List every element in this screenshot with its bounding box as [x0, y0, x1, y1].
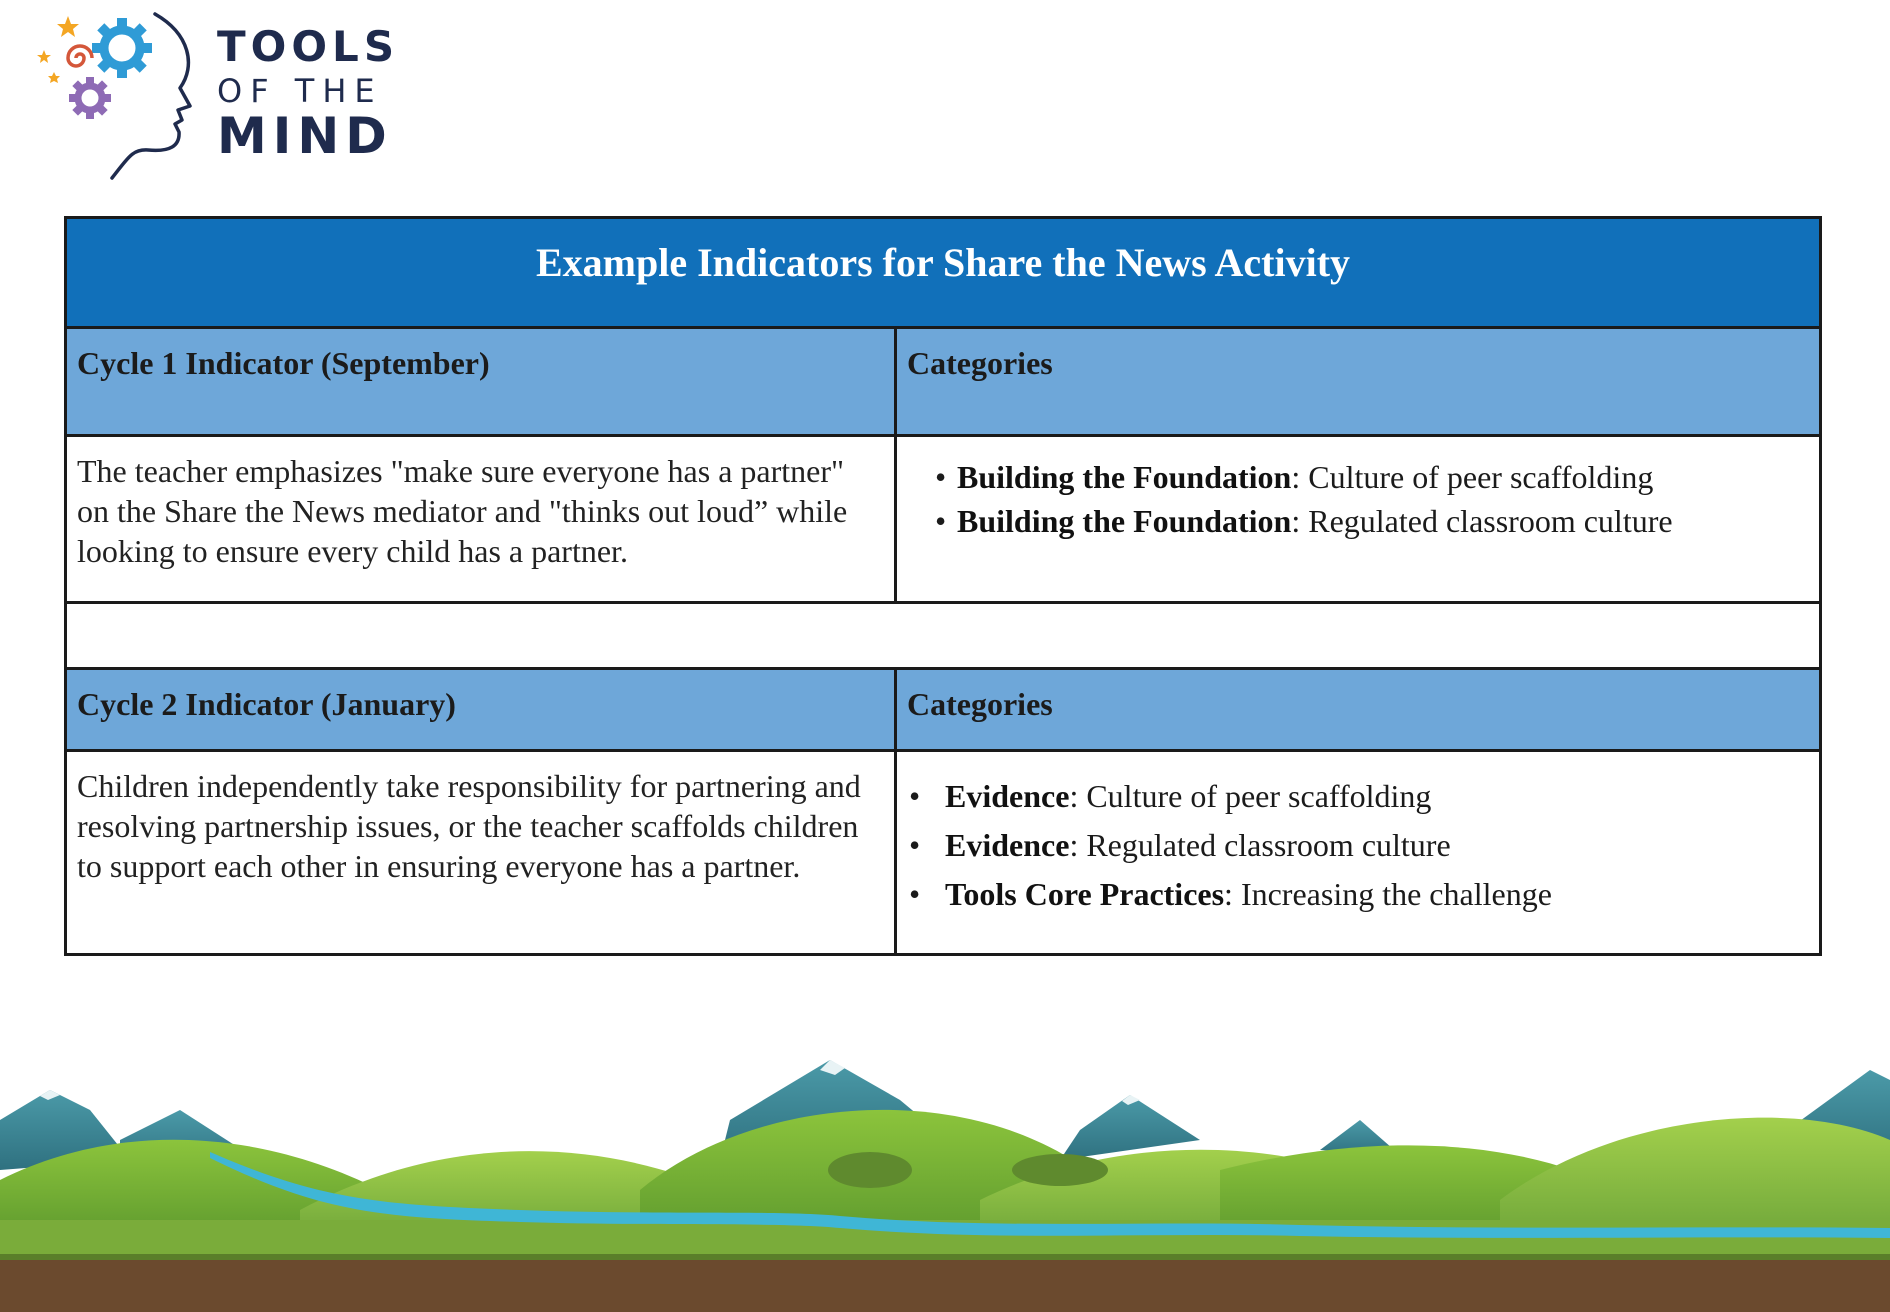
spacer-row — [66, 603, 1821, 669]
category-label: Building the Foundation — [957, 503, 1292, 539]
indicators-table — [64, 216, 1822, 956]
table-title: Example Indicators for Share the News Activity — [66, 218, 1821, 328]
cycle1-categories-list — [935, 455, 1819, 543]
cycle1-categories-cell — [896, 436, 1821, 603]
cycle2-categories-header: Categories — [896, 669, 1821, 751]
cycle2-indicator-header: Cycle 2 Indicator (January) — [66, 669, 896, 751]
list-item — [909, 870, 1819, 919]
cycle2-categories-cell — [896, 751, 1821, 955]
hills — [0, 1110, 1890, 1270]
cycle1-indicator-header: Cycle 1 Indicator (September) — [66, 328, 896, 436]
cycle2-categories-list — [909, 772, 1819, 919]
logo-line-mind: MIND — [217, 107, 393, 165]
tools-of-the-mind-logo — [30, 6, 400, 181]
category-text: : Increasing the challenge — [1224, 876, 1552, 912]
category-label: Evidence — [945, 778, 1070, 814]
list-item — [909, 772, 1819, 821]
cycle1-indicator-text: The teacher emphasizes "make sure everyone has a partner" on the Share the News mediator and "thinks out loud” while looking to ensure every child has a partner. — [66, 436, 896, 603]
ground — [0, 1258, 1890, 1312]
list-item — [935, 499, 1819, 543]
logo-line-of-the: OF THE — [217, 72, 383, 110]
cycle1-categories-header: Categories — [896, 328, 1821, 436]
category-label: Building the Foundation — [957, 459, 1292, 495]
category-label: Evidence — [945, 827, 1070, 863]
logo-wordmark — [217, 22, 400, 165]
logo-line-tools: TOOLS — [217, 22, 400, 71]
head-gears-icon — [30, 6, 220, 181]
category-text: : Regulated classroom culture — [1291, 503, 1673, 539]
category-label: Tools Core Practices — [945, 876, 1225, 912]
list-item — [909, 821, 1819, 870]
landscape-illustration — [0, 1040, 1890, 1312]
category-text: : Culture of peer scaffolding — [1069, 778, 1432, 814]
list-item — [935, 455, 1819, 499]
category-text: : Culture of peer scaffolding — [1291, 459, 1654, 495]
cycle2-indicator-text: Children independently take responsibility for partnering and resolving partnership issues, or the teacher scaffolds children to support each other in ensuring everyone has a partner. — [66, 751, 896, 955]
category-text: : Regulated classroom culture — [1069, 827, 1451, 863]
